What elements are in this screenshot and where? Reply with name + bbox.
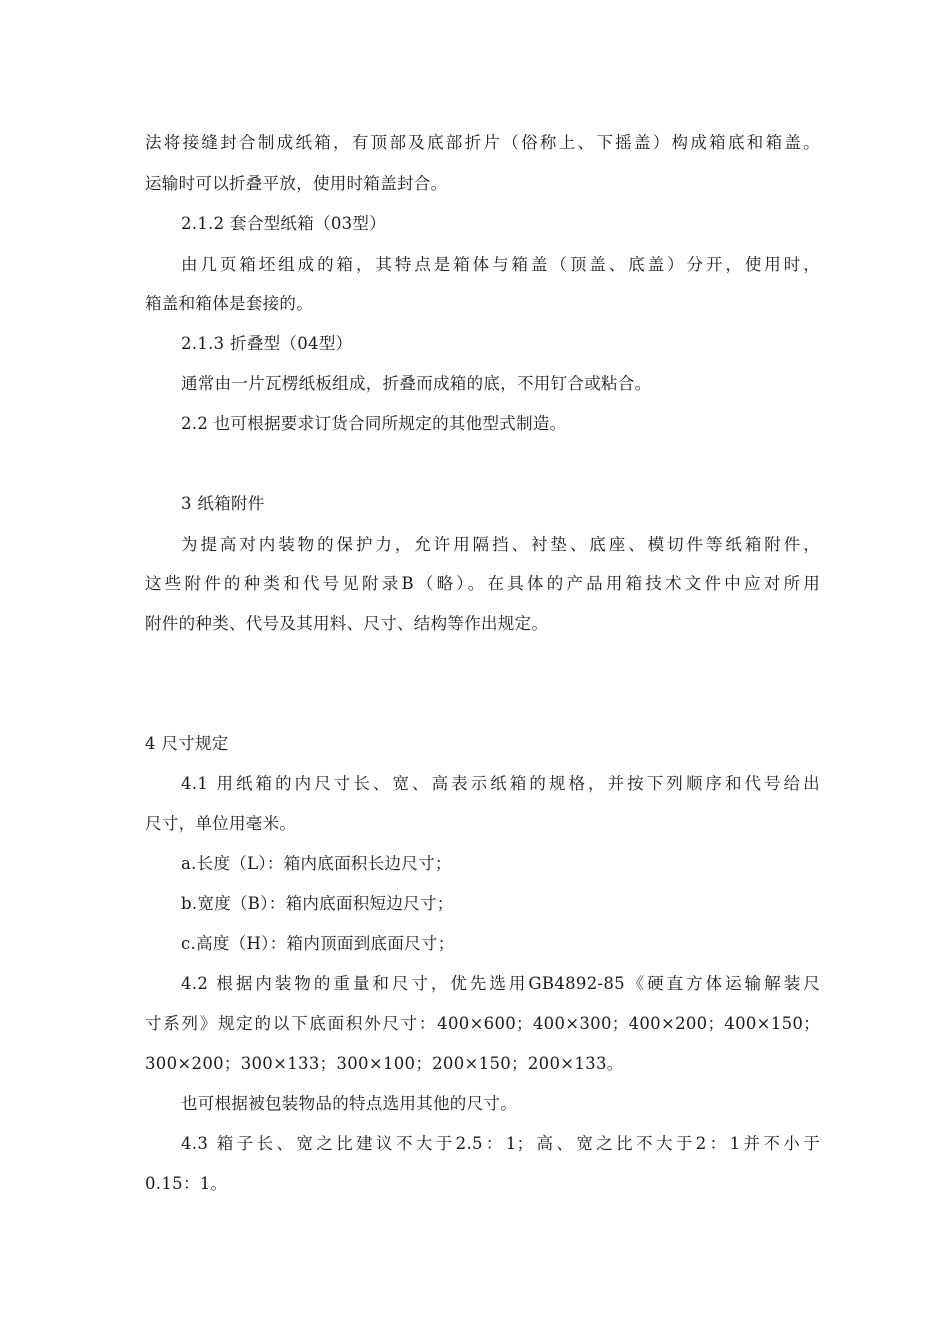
paragraph-line: 运输时可以折叠平放，使用时箱盖封合。 (145, 174, 448, 193)
section-item-2-2: 2.2 也可根据要求订货合同所规定的其他型式制造。 (181, 414, 567, 433)
paragraph-line-continuation: 法将接缝封合制成纸箱，有顶部及底部折片（俗称上、下摇盖）构成箱底和箱盖。 (145, 133, 820, 152)
paragraph-line: 这些附件的种类和代号见附录B（略）。在具体的产品用箱技术文件中应对所用 (145, 574, 820, 593)
section-heading-4: 4 尺寸规定 (145, 734, 229, 753)
paragraph-line: 4.2 根据内装物的重量和尺寸，优先选用GB4892-85《硬直方体运输解装尺 (181, 974, 820, 993)
paragraph-line: 箱盖和箱体是套接的。 (145, 294, 313, 313)
section-heading-3: 3 纸箱附件 (181, 494, 265, 513)
list-item-width: b.宽度（B）：箱内底面积短边尺寸； (181, 894, 454, 913)
paragraph-line: 4.1 用纸箱的内尺寸长、宽、高表示纸箱的规格，并按下列顺序和代号给出 (181, 774, 820, 793)
section-heading-2-1-2: 2.1.2 套合型纸箱（03型） (181, 214, 387, 233)
paragraph-line: 0.15：1。 (145, 1174, 228, 1193)
paragraph-line: 为提高对内装物的保护力，允许用隔挡、衬垫、底座、模切件等纸箱附件， (181, 535, 820, 554)
list-item-length: a.长度（L）：箱内底面积长边尺寸； (181, 854, 452, 873)
section-heading-2-1-3: 2.1.3 折叠型（04型） (181, 334, 353, 353)
paragraph-line: 尺寸，单位用毫米。 (145, 814, 297, 833)
paragraph-line: 附件的种类、代号及其用料、尺寸、结构等作出规定。 (145, 614, 549, 633)
paragraph-line: 4.3 箱子长、宽之比建议不大于2.5：1；高、宽之比不大于2：1并不小于 (181, 1134, 820, 1153)
paragraph-line: 寸系列》规定的以下底面积外尺寸：400×600；400×300；400×200；400×150； (145, 1014, 820, 1033)
paragraph-line: 由几页箱坯组成的箱，其特点是箱体与箱盖（顶盖、底盖）分开，使用时， (181, 255, 820, 274)
list-item-height: c.高度（H）：箱内顶面到底面尺寸； (181, 934, 455, 953)
paragraph-line: 也可根据被包装物品的特点选用其他的尺寸。 (181, 1094, 517, 1113)
paragraph-line: 300×200；300×133；300×100；200×150；200×133。 (145, 1054, 624, 1073)
paragraph-line: 通常由一片瓦楞纸板组成，折叠而成箱的底，不用钉合或粘合。 (181, 374, 652, 393)
